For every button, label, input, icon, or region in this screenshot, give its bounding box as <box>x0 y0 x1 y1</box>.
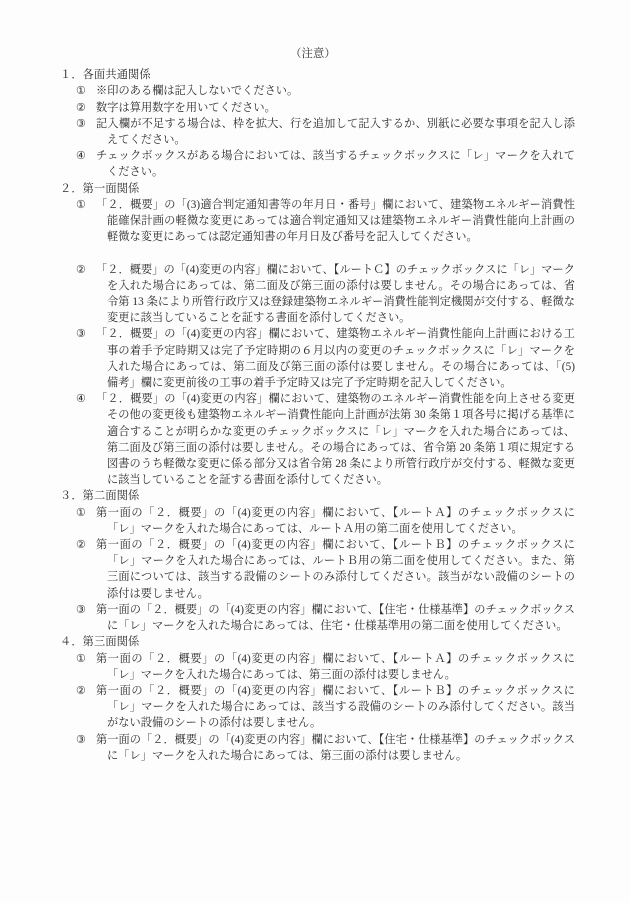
item-marker: ② <box>76 539 87 552</box>
item-marker: ② <box>76 684 87 697</box>
item-text: 第一面の「２．概要」の「(4)変更の内容」欄において、【住宅・仕様基準】のチェックボックスに「レ」マークを入れた場合にあっては、第三面の添付は要しません。 <box>96 733 575 762</box>
item-marker: ① <box>76 652 87 665</box>
item-list <box>55 505 575 635</box>
section-heading: ２．第一面関係 <box>60 182 140 195</box>
note-item <box>55 262 575 327</box>
note-item <box>55 148 575 180</box>
item-text: 「２．概要」の「(4)変更の内容」欄において、【ルートＣ】のチェックボックスに「レ」マークを入れた場合にあっては、第二面及び第三面の添付は要しません。その場合にあっては、省令第 13 条により所管行政庁又は登録建築物エネルギー消費性能判定機関が交付する、軽微な変更に該当していることを証する書面を添付してください。 <box>96 263 575 325</box>
item-marker: ③ <box>76 328 87 341</box>
item-marker: ① <box>76 506 87 519</box>
item-marker: ② <box>76 101 87 114</box>
item-text: 「２．概要」の「(3)適合判定通知書等の年月日・番号」欄において、建築物エネルギー消費性能確保計画の軽微な変更にあっては適合判定通知又は建築物エネルギー消費性能向上計画の軽微な変更にあっては認定通知書の年月日及び番号を記入してください。 <box>96 198 575 244</box>
note-item <box>55 651 575 683</box>
note-item <box>55 116 575 148</box>
note-item <box>55 326 575 391</box>
item-marker: ④ <box>76 150 87 163</box>
note-item <box>55 100 575 116</box>
item-marker: ③ <box>76 117 87 130</box>
section-1 <box>55 67 575 180</box>
page-title: （注意） <box>290 48 336 60</box>
item-list <box>55 83 575 180</box>
item-marker: ① <box>76 85 87 98</box>
item-text: 第一面の「２．概要」の「(4)変更の内容」欄において、【ルートＢ】のチェックボックスに「レ」マークを入れた場合にあっては、該当する設備のシートのみ添付してください。該当がない設備のシートの添付は要しません。 <box>96 684 575 730</box>
item-list <box>55 651 575 764</box>
section-2 <box>55 181 575 489</box>
section-heading: １．各面共通関係 <box>60 69 151 82</box>
note-item <box>55 505 575 537</box>
item-text: 記入欄が不足する場合は、枠を拡大、行を追加して記入するか、別紙に必要な事項を記入し添えてください。 <box>96 117 575 147</box>
item-text: 第一面の「２．概要」の「(4)変更の内容」欄において、【ルートＡ】のチェックボックスに「レ」マークを入れた場合にあっては、第三面の添付は要しません。 <box>96 652 575 681</box>
section-3 <box>55 488 575 634</box>
item-marker: ④ <box>76 393 87 406</box>
section-4 <box>55 634 575 764</box>
item-list <box>55 197 575 489</box>
item-text: 第一面の「２．概要」の「(4)変更の内容」欄において、【ルートＡ】のチェックボックスに「レ」マークを入れた場合にあっては、ルートＡ用の第二面を使用してください。 <box>96 506 575 535</box>
item-marker: ① <box>76 198 87 211</box>
item-text: 第一面の「２．概要」の「(4)変更の内容」欄において、【住宅・仕様基準】のチェックボックスに「レ」マークを入れた場合にあっては、住宅・仕様基準用の第二面を使用してください。 <box>96 603 575 633</box>
section-heading: ４．第三面関係 <box>60 636 140 649</box>
note-item <box>55 537 575 602</box>
note-item <box>55 391 575 488</box>
item-text: 「２．概要」の「(4)変更の内容」欄において、建築物エネルギー消費性能向上計画における工事の着手予定時期又は完了予定時期の６月以内の変更のチェックボックスに「レ」マークを入れた場合にあっては、第二面及び第三面の添付は要しません。その場合にあっては、「(5)備考」欄に変更前後の工事の着手予定時又は完了予定時期を記入してください。 <box>96 328 575 390</box>
notes-body <box>55 67 575 764</box>
item-text: チェックボックスがある場合においては、該当するチェックボックスに「レ」マークを入れてください。 <box>96 150 575 179</box>
item-marker: ② <box>76 263 87 276</box>
item-text: 「２．概要」の「(4)変更の内容」欄において、建築物のエネルギー消費性能を向上させる変更その他の変更後も建築物エネルギー消費性能向上計画が法第 30 条第１項各号に掲げる基準に適合することが明らかな変更のチェックボックスに「レ」マークを入れた場合にあっては、第二面及び第三面の添付は要しません。その場合にあっては、省令第 20 条第１項に規定する図書のうち軽微な変更に係る部分又は省令第 28 条により所管行政庁が交付する、軽微な変更に該当していることを証する書面を添付してください。 <box>96 393 575 487</box>
note-item <box>55 83 575 99</box>
item-marker: ③ <box>76 733 87 746</box>
item-text: 数字は算用数字を用いてください。 <box>96 101 276 114</box>
note-item <box>55 197 575 246</box>
note-item <box>55 683 575 732</box>
item-text: 第一面の「２．概要」の「(4)変更の内容」欄において、【ルートＢ】のチェックボックスに「レ」マークを入れた場合にあっては、ルートＢ用の第二面を使用してください。また、第三面については、該当する設備のシートのみ添付してください。該当がない設備のシートの添付は要しません。 <box>96 539 575 600</box>
item-text: ※印のある欄は記入しないでください。 <box>96 85 299 98</box>
section-heading: ３．第二面関係 <box>60 490 140 503</box>
item-marker: ③ <box>76 603 87 616</box>
note-item <box>55 732 575 764</box>
note-item <box>55 602 575 634</box>
